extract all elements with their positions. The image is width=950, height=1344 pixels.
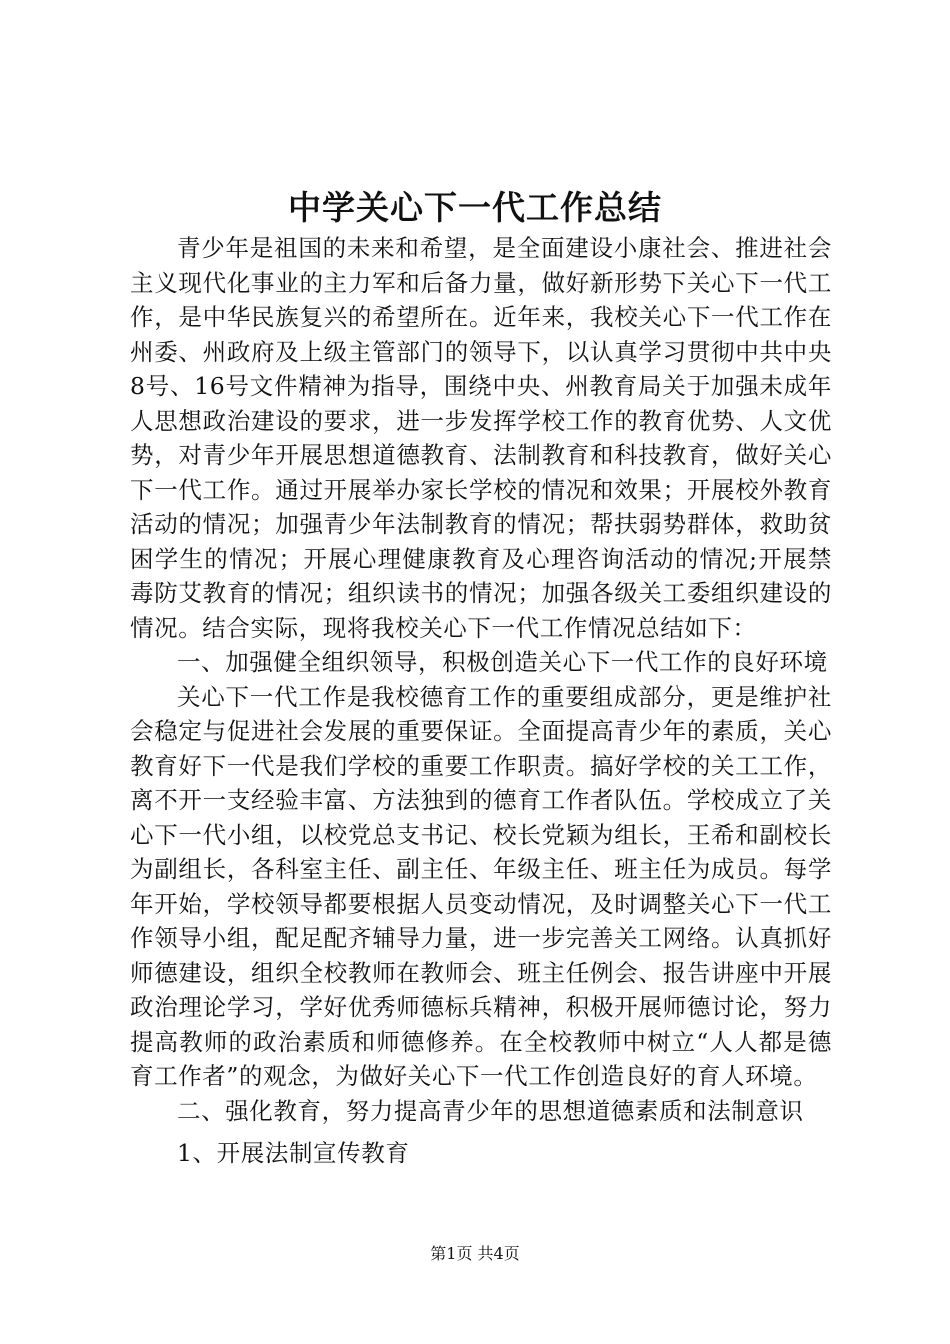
- page-footer: 第1页 共4页: [430, 1244, 520, 1263]
- paragraph-intro: 青少年是祖国的未来和希望，是全面建设小康社会、推进社会主义现代化事业的主力军和后备力量，做好新形势下关心下一代工作，是中华民族复兴的希望所在。近年来，我校关心下一代工作在州委、州政府及上级主管部门的领导下，以认真学习贯彻中共中央8号、16号文件精神为指导，围绕中央、州教育局关于加强未成年人思想政治建设的要求，进一步发挥学校工作的教育优势、人文优势，对青少年开展思想道德教育、法制教育和科技教育，做好关心下一代工作。通过开展举办家长学校的情况和效果；开展校外教育活动的情况；加强青少年法制教育的情况；帮扶弱势群体，救助贫困学生的情况；开展心理健康教育及心理咨询活动的情况;开展禁毒防艾教育的情况；组织读书的情况；加强各级关工委组织建设的情况。结合实际，现将我校关心下一代工作情况总结如下：: [130, 234, 832, 642]
- section-heading-1: 一、加强健全组织领导，积极创造关心下一代工作的良好环境: [177, 648, 828, 676]
- document-body: [130, 231, 832, 1171]
- subheading-1: 1、开展法制宣传教育: [177, 1139, 410, 1167]
- paragraph-section-1: 关心下一代工作是我校德育工作的重要组成部分，更是维护社会稳定与促进社会发展的重要保证。全面提高青少年的素质，关心教育好下一代是我们学校的重要工作职责。搞好学校的关工工作，离不开一支经验丰富、方法独到的德育工作者队伍。学校成立了关心下一代小组，以校党总支书记、校长党颖为组长，王希和副校长为副组长，各科室主任、副主任、年级主任、班主任为成员。每学年开始，学校领导都要根据人员变动情况，及时调整关心下一代工作领导小组，配足配齐辅导力量，进一步完善关工网络。认真抓好师德建设，组织全校教师在教师会、班主任例会、报告讲座中开展政治理论学习，学好优秀师德标兵精神，积极开展师德讨论，努力提高教师的政治素质和师德修养。在全校教师中树立“人人都是德育工作者”的观念，为做好关心下一代工作创造良好的育人环境。: [130, 682, 832, 1090]
- section-heading-2: 二、强化教育，努力提高青少年的思想道德素质和法制意识: [177, 1096, 804, 1125]
- document-title: 中学关心下一代工作总结: [288, 188, 662, 227]
